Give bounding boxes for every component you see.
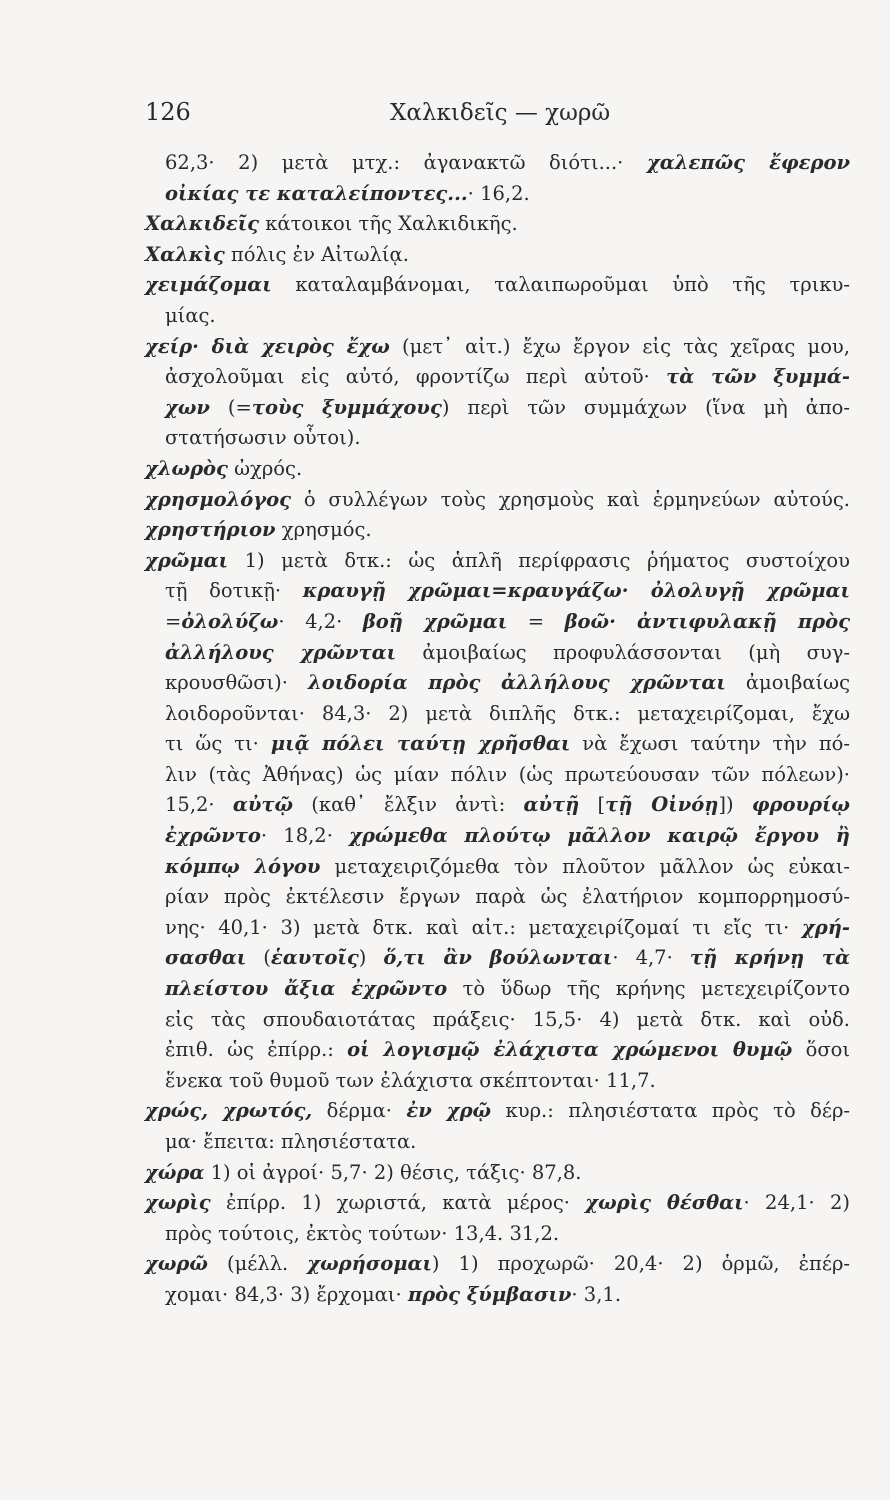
greek-term: ἑαυτοῖς — [270, 946, 359, 970]
greek-term: τὰ τῶν ξυμμά- — [666, 365, 850, 389]
entry-continuation-line — [145, 576, 850, 607]
greek-term: χων — [165, 395, 210, 419]
greek-term: οἱ λογισμῷ ἐλάχιστα χρώμενοι θυμῷ — [347, 1038, 793, 1062]
entry-continuation-line — [145, 393, 850, 424]
definition-text: [ — [579, 793, 606, 817]
greek-term: οἰκίας τε καταλείποντες... — [165, 181, 468, 205]
definition-text: νὰ ἔχωσι ταύτην τὴν πό- — [570, 732, 851, 756]
greek-term: χωρῶ — [145, 1252, 208, 1276]
definition-text: χομαι· 84,3· 3) ἔρχομαι· — [165, 1282, 408, 1306]
greek-term: αὐτῇ — [523, 793, 580, 817]
definition-text: = — [165, 609, 182, 633]
entry-first-line — [145, 270, 850, 301]
entry-continuation-line — [145, 1066, 850, 1097]
definition-text: κυρ.: πλησιέστατα πρὸς τὸ δέρ- — [491, 1099, 850, 1123]
entry-first-line — [145, 515, 850, 546]
definition-text: (καθ᾽ ἔλξιν ἀντὶ: — [293, 793, 524, 817]
greek-term: χρησμολόγος — [145, 487, 292, 511]
page-header — [145, 98, 845, 138]
entry-continuation-line — [145, 607, 850, 638]
definition-text: πρὸς τούτοις, ἐκτὸς τούτων· 13,4. 31,2. — [165, 1221, 560, 1245]
definition-text: χρησμός. — [275, 518, 372, 542]
greek-term: κόμπῳ λόγου — [165, 854, 321, 878]
greek-term: μιᾷ πόλει ταύτῃ χρῆσθαι — [270, 732, 571, 756]
greek-term: ἐχρῶντο — [165, 824, 261, 848]
entry-continuation-line — [145, 943, 850, 974]
definition-text: (μέλλ. — [207, 1252, 308, 1276]
greek-term: λοιδορία πρὸς ἀλλήλους χρῶνται — [308, 671, 726, 695]
entry-continuation-line — [145, 668, 850, 699]
entry-continuation-line — [145, 1127, 850, 1158]
definition-text: ἐπιθ. ὡς ἐπίρρ.: — [165, 1038, 348, 1062]
greek-term: ὅ,τι ἂν βούλωνται — [383, 946, 613, 970]
entry-first-line — [145, 1249, 850, 1280]
definition-text: ἕνεκα τοῦ θυμοῦ των ἐλάχιστα σκέπτονται· 11,7. — [165, 1068, 656, 1092]
definition-text: (μετ᾽ αἰτ.) ἔχω ἔργον εἰς τὰς χεῖρας μου, — [389, 334, 850, 358]
greek-term: βοῶ· ἀντιφυλακῇ πρὸς — [564, 609, 851, 633]
entry-continuation-line — [145, 638, 850, 669]
greek-term: κραυγῇ χρῶμαι=κραυγάζω· ὀλολυγῇ χρῶμαι — [302, 579, 850, 603]
definition-text: 1) μετὰ δτκ.: ὡς ἁπλῆ περίφρασις ῥήματος συστοίχου — [228, 548, 850, 572]
entry-first-line — [145, 209, 850, 240]
definition-text: τῇ δοτικῇ· — [165, 579, 303, 603]
greek-term: χωρὶς θέσθαι — [585, 1191, 744, 1215]
definition-text: πόλις ἐν Αἰτωλίᾳ. — [224, 242, 409, 266]
definition-text: μίας. — [165, 303, 216, 327]
entry-first-line — [145, 546, 850, 577]
entry-first-line — [145, 454, 850, 485]
greek-term: πλείστου ἄξια ἐχρῶντο — [165, 977, 448, 1001]
definition-text: 15,2· — [165, 793, 233, 817]
page-number: 126 — [145, 98, 191, 126]
definition-text: νης· 40,1· 3) μετὰ δτκ. καὶ αἰτ.: μεταχειρίζομαί τι εἴς τι· — [165, 915, 802, 939]
definition-text: ὠχρός. — [227, 456, 303, 480]
definition-text: ὅσοι — [792, 1038, 851, 1062]
definition-text: ἐπίρρ. 1) χωριστά, κατὰ μέρος· — [210, 1191, 586, 1215]
definition-text: · 18,2· — [260, 824, 350, 848]
entry-continuation-line — [145, 423, 850, 454]
greek-term: πρὸς ξύμβασιν — [407, 1282, 572, 1306]
definition-text: κρουσθῶσι)· — [165, 671, 309, 695]
entry-continuation-line — [145, 790, 850, 821]
definition-text: μα· ἔπειτα: πλησιέστατα. — [165, 1130, 417, 1153]
definition-text: = — [507, 609, 565, 633]
definition-text: 62,3· 2) μετὰ μτχ.: ἀγανακτῶ διότι...· — [165, 151, 647, 174]
greek-term: ὀλολύζω — [181, 609, 279, 633]
dictionary-entries — [145, 148, 850, 1311]
entry-continuation-line — [145, 1005, 850, 1036]
entry-continuation-line — [145, 301, 850, 332]
greek-term: αὐτῷ — [232, 793, 294, 817]
entry-continuation-line — [145, 179, 850, 210]
definition-text: ( — [246, 946, 271, 970]
definition-text: ἀσχολοῦμαι εἰς αὐτό, φροντίζω περὶ αὐτοῦ· — [165, 365, 667, 389]
entry-continuation-line — [145, 729, 850, 760]
greek-term: τῇ κρήνῃ τὰ — [689, 946, 850, 970]
greek-term: χαλεπῶς ἔφερον — [646, 151, 851, 174]
greek-term: χρή- — [801, 915, 850, 939]
greek-term: χωρήσομαι — [307, 1252, 432, 1276]
entry-continuation-line — [145, 1035, 850, 1066]
greek-term: βοῇ χρῶμαι — [362, 609, 508, 633]
definition-text: · 16,2. — [467, 181, 530, 205]
greek-term: Χαλκὶς — [145, 242, 225, 266]
greek-term: χωρὶς — [145, 1191, 211, 1215]
greek-term: ἐν χρῷ — [406, 1099, 492, 1123]
definition-text: ἀμοιβαίως προφυλάσσονται (μὴ συγ- — [396, 640, 850, 664]
definition-text: ]) — [718, 793, 752, 817]
entry-continuation-line — [145, 362, 850, 393]
entry-continuation-line — [145, 1219, 850, 1250]
entry-continuation-line — [145, 148, 850, 179]
entry-first-line — [145, 1096, 850, 1127]
entry-continuation-line — [145, 852, 850, 883]
definition-text: · 4,7· — [612, 946, 690, 970]
greek-term: σασθαι — [165, 946, 247, 970]
definition-text: τι ὥς τι· — [165, 732, 271, 756]
definition-text: ) — [358, 946, 384, 970]
greek-term: χείρ· διὰ χειρὸς ἔχω — [145, 334, 390, 358]
definition-text: ) περὶ τῶν συμμάχων (ἵνα μὴ ἀπο- — [441, 395, 850, 419]
entry-continuation-line — [145, 699, 850, 730]
definition-text: κάτοικοι τῆς Χαλκιδικῆς. — [259, 212, 518, 236]
definition-text: καταλαμβάνομαι, ταλαιπωροῦμαι ὑπὸ τῆς τρικυ- — [271, 273, 850, 297]
entry-continuation-line — [145, 882, 850, 913]
greek-term: χρώμεθα πλούτῳ μᾶλλον καιρῷ ἔργου ἢ — [349, 824, 850, 848]
running-title: Χαλκιδεῖς — χωρῶ — [390, 100, 611, 126]
greek-term: ἀλλήλους χρῶνται — [165, 640, 397, 664]
entry-first-line — [145, 332, 850, 363]
entry-continuation-line — [145, 974, 850, 1005]
greek-term: Χαλκιδεῖς — [145, 212, 260, 236]
greek-term: χειμάζομαι — [145, 273, 272, 297]
entry-first-line — [145, 1158, 850, 1189]
greek-term: χλωρὸς — [145, 456, 228, 480]
definition-text: δέρμα· — [312, 1099, 407, 1123]
greek-term: τῇ Οἰνόῃ — [605, 793, 719, 817]
definition-text: · 4,2· — [278, 609, 363, 633]
greek-term: φρουρίῳ — [751, 793, 850, 817]
definition-text: ὁ συλλέγων τοὺς χρησμοὺς καὶ ἑρμηνεύων αὐτούς. — [291, 487, 850, 511]
definition-text: εἰς τὰς σπουδαιοτάτας πράξεις· 15,5· 4) μετὰ δτκ. καὶ οὐδ. — [165, 1007, 850, 1031]
entry-first-line — [145, 240, 850, 271]
greek-term: χώρα — [145, 1160, 205, 1184]
entry-continuation-line — [145, 821, 850, 852]
entry-continuation-line — [145, 760, 850, 791]
definition-text: λιν (τὰς Ἀθήνας) ὡς μίαν πόλιν (ὡς πρωτεύουσαν τῶν πόλεων)· — [165, 762, 850, 786]
entry-continuation-line — [145, 1280, 850, 1311]
entry-continuation-line — [145, 913, 850, 944]
definition-text: 1) οἱ ἀγροί· 5,7· 2) θέσις, τάξις· 87,8. — [204, 1160, 582, 1184]
greek-term: χρῶμαι — [145, 548, 229, 572]
definition-text: · 3,1. — [571, 1282, 622, 1306]
greek-term: τοὺς ξυμμάχους — [251, 395, 442, 419]
definition-text: μεταχειριζόμεθα τὸν πλοῦτον μᾶλλον ὡς εὐκαι- — [320, 854, 850, 878]
greek-term: χρηστήριον — [145, 518, 276, 542]
entry-first-line — [145, 1188, 850, 1219]
definition-text: ρίαν πρὸς ἐκτέλεσιν ἔργων παρὰ ὡς ἐλατήριον κομπορρημοσύ- — [165, 885, 850, 909]
entry-first-line — [145, 485, 850, 516]
definition-text: · 24,1· 2) — [743, 1191, 850, 1215]
definition-text: ἀμοιβαίως — [725, 671, 850, 695]
definition-text: (= — [209, 395, 252, 419]
definition-text: λοιδοροῦνται· 84,3· 2) μετὰ διπλῆς δτκ.: μεταχειρίζομαι, ἔχω — [165, 701, 850, 725]
definition-text: ) 1) προχωρῶ· 20,4· 2) ὁρμῶ, ἐπέρ- — [431, 1252, 850, 1276]
greek-term: χρώς, χρωτός, — [145, 1099, 313, 1123]
definition-text: στατήσωσιν οὗτοι). — [165, 426, 361, 450]
definition-text: τὸ ὕδωρ τῆς κρήνης μετεχειρίζοντο — [447, 977, 850, 1001]
